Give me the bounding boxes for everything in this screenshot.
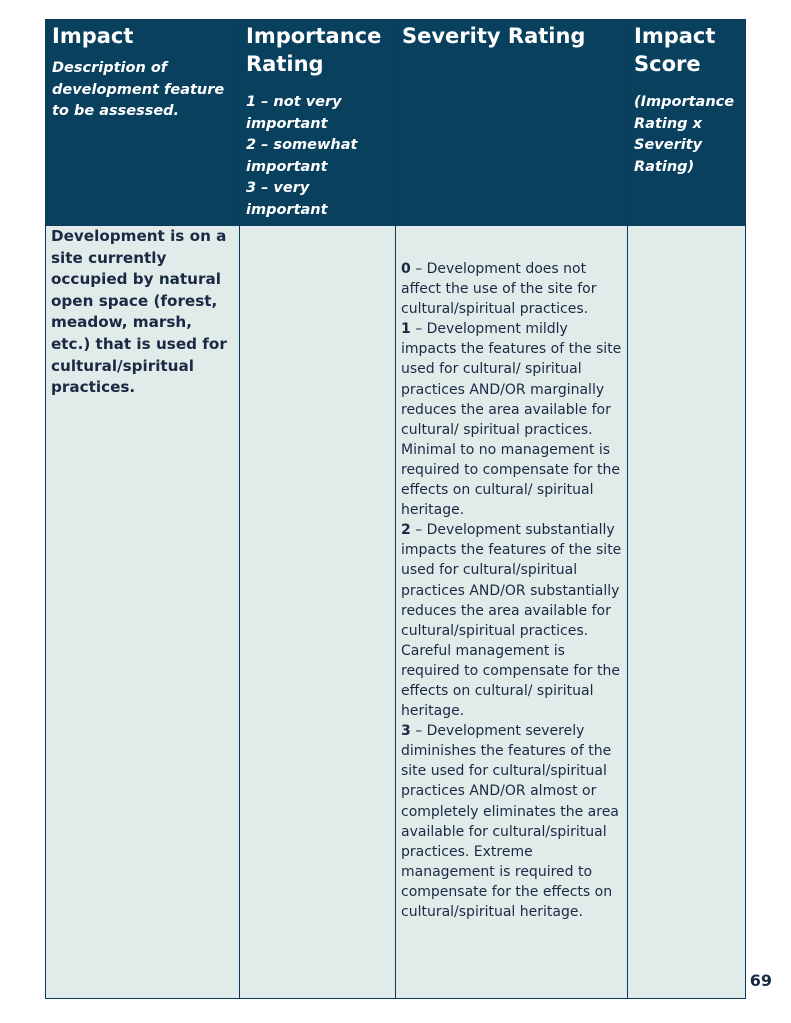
importance-option-2: 2 – somewhat important [246, 137, 358, 175]
severity-cell [396, 226, 628, 999]
header-score-title: Impact Score [634, 24, 716, 76]
importance-cell[interactable] [240, 226, 396, 999]
impact-assessment-table [45, 19, 746, 999]
severity-description [401, 259, 623, 922]
page-number: 69 [749, 971, 772, 990]
header-impact-title: Impact [52, 24, 134, 48]
header-score-subtitle: (Importance Rating x Severity Rating) [634, 94, 735, 175]
header-severity-title: Severity Rating [402, 24, 586, 48]
severity-level-1: 1 – Development mildly impacts the features of the site used for cultural/ spiritual practices AND/OR marginally reduces the area available for cultural/ spiritual practices. Minimal to no management is required to compensate for the effects on cultural/ spiritual heritage. [401, 321, 622, 519]
header-impact-subtitle: Description of development feature to be assessed. [52, 60, 225, 119]
severity-level-0: 0 – Development does not affect the use of the site for cultural/spiritual practices. [401, 261, 597, 318]
severity-level-2: 2 – Development substantially impacts the features of the site used for cultural/spiritual practices AND/OR substantially reduces the area available for cultural/spiritual practices. Careful management is required to compensate for the effects on cultural/ spiritual heritage. [401, 522, 622, 720]
header-severity [396, 20, 628, 226]
importance-option-3: 3 – very important [246, 180, 328, 218]
impact-cell [46, 226, 240, 999]
header-impact [46, 20, 240, 226]
header-importance [240, 20, 396, 226]
score-cell[interactable] [628, 226, 746, 999]
header-row [46, 20, 746, 226]
impact-description: Development is on a site currently occupied by natural open space (forest, meadow, marsh, etc.) that is used for cultural/spiritual practices. [51, 227, 227, 397]
importance-option-1: 1 – not very important [246, 94, 342, 132]
severity-level-3: 3 – Development severely diminishes the features of the site used for cultural/spiritual practices AND/OR almost or completely eliminates the area available for cultural/spiritual practices. Extreme management is required to compensate for the effects on cultural/spiritual heritage. [401, 723, 619, 920]
header-score [628, 20, 746, 226]
header-importance-title: Importance Rating [246, 24, 382, 76]
table-row [46, 226, 746, 999]
